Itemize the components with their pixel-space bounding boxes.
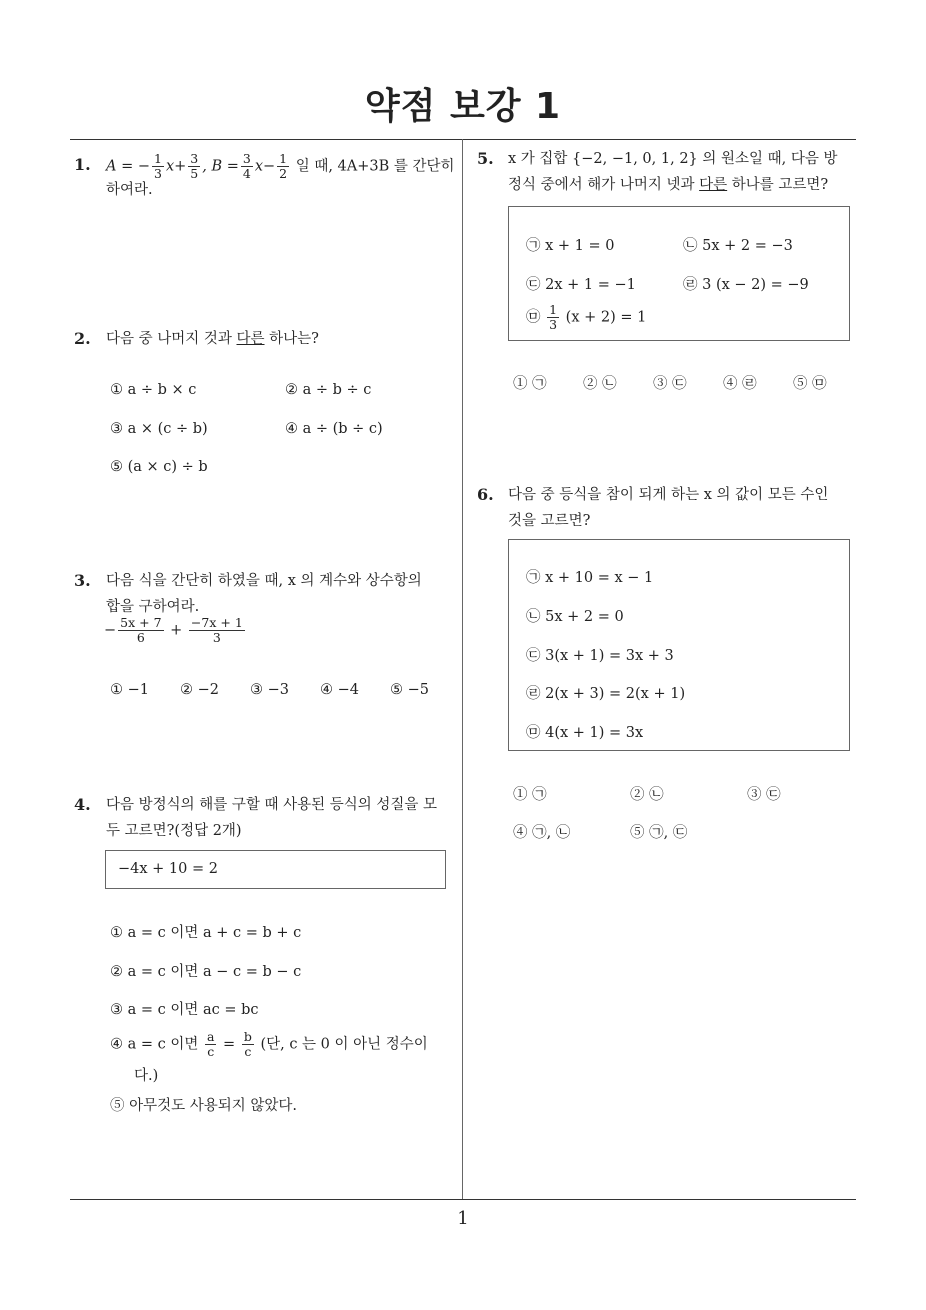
question-text: [106, 152, 466, 203]
question-line: 두 고르면?(정답 2개): [106, 823, 242, 839]
question-line: 합을 구하여라.: [106, 599, 200, 615]
question-text: [508, 146, 868, 198]
equation-b: ㉡ 5x + 2 = −3: [683, 238, 793, 254]
option-4[interactable]: ④ −4: [320, 682, 359, 698]
fraction: $\frac{b}{c}$: [243, 1029, 252, 1059]
option-2[interactable]: ② −2: [180, 682, 219, 698]
option-5[interactable]: ⑤ ㉠, ㉢: [630, 825, 688, 841]
fraction: $\frac{1}{3}$: [154, 151, 162, 181]
question-text: [508, 482, 868, 534]
option-3[interactable]: ③ a × (c ÷ b): [110, 421, 208, 437]
equation-e: ㉤ 4(x + 1) = 3x: [526, 725, 644, 741]
fraction: $\frac{1}{2}$: [279, 151, 288, 181]
option-3[interactable]: ③ −3: [250, 682, 289, 698]
equation-d: ㉣ 2(x + 3) = 2(x + 1): [526, 686, 686, 702]
option-1[interactable]: ① a = c 이면 a + c = b + c: [110, 925, 302, 941]
equation-a: ㉠ x + 10 = x − 1: [526, 570, 654, 586]
question-number: 3.: [74, 571, 91, 590]
equation-c: ㉢ 3(x + 1) = 3x + 3: [526, 648, 674, 664]
option-4[interactable]: ④ a = c 이면 $\frac{a}{c}$ = $\frac{b}{c}$ (단, c 는 0 이 아닌 정수이: [110, 1029, 428, 1059]
expr-b-label: , B =: [202, 158, 239, 175]
fraction: $\frac{5x + 7}{6}$: [120, 615, 162, 645]
question-line: 다음 식을 간단히 하였을 때, x 의 계수와 상수항의: [106, 573, 422, 589]
option-5[interactable]: ⑤ −5: [390, 682, 429, 698]
question-text: 다음 중 나머지 것과 다른 하나는?: [106, 331, 319, 347]
equation-d: ㉣ 3 (x − 2) = −9: [683, 277, 809, 293]
option-2[interactable]: ② a ÷ b ÷ c: [285, 382, 372, 398]
equation-list-box: [508, 539, 850, 751]
expression: − $\frac{5x + 7}{6}$ + $\frac{-7x + 1}{3}$: [104, 615, 243, 645]
equation-c: ㉢ 2x + 1 = −1: [526, 277, 636, 293]
question-line: 다음 방정식의 해를 구할 때 사용된 등식의 성질을 모: [106, 797, 438, 813]
expr-a-label: A = −: [106, 158, 150, 175]
question-number: 4.: [74, 795, 91, 814]
option-2[interactable]: ② ㉡: [630, 787, 664, 803]
top-rule: [70, 139, 856, 140]
option-3[interactable]: ③ a = c 이면 ac = bc: [110, 1002, 259, 1018]
question-number: 6.: [477, 485, 494, 504]
question-text: [106, 792, 456, 844]
option-5[interactable]: ⑤ (a × c) ÷ b: [110, 459, 208, 475]
fraction: $\frac{-7x + 1}{3}$: [190, 615, 243, 645]
option-3[interactable]: ③ ㉢: [653, 376, 687, 392]
equation-e: ㉤ $\frac{1}{3}$ (x + 2) = 1: [526, 302, 647, 332]
equation-a: ㉠ x + 1 = 0: [526, 238, 615, 254]
option-2[interactable]: ② ㉡: [583, 376, 617, 392]
equation-list-box: [508, 206, 850, 341]
question-line: 것을 고르면?: [508, 513, 591, 529]
expr-b-var: x−: [254, 158, 276, 175]
fraction: $\frac{3}{4}$: [242, 151, 251, 181]
option-4[interactable]: ④ a ÷ (b ÷ c): [285, 421, 383, 437]
question-line: 정식 중에서 해가 나머지 넷과 다른 하나를 고르면?: [508, 177, 829, 193]
option-5[interactable]: ⑤ ㉤: [793, 376, 827, 392]
expr-a-var: x+: [165, 158, 187, 175]
column-divider: [462, 139, 463, 1200]
fraction: $\frac{a}{c}$: [206, 1029, 215, 1059]
question-number: 5.: [477, 149, 494, 168]
bottom-rule: [70, 1199, 856, 1200]
option-3[interactable]: ③ ㉢: [747, 787, 781, 803]
option-1[interactable]: ① −1: [110, 682, 149, 698]
equation-box: [105, 850, 446, 889]
question-line: 다음 중 등식을 참이 되게 하는 x 의 값이 모든 수인: [508, 487, 829, 503]
option-4-continued: 다.): [134, 1068, 159, 1084]
equation: −4x + 10 = 2: [118, 861, 218, 877]
option-4[interactable]: ④ ㉣: [723, 376, 757, 392]
fraction: $\frac{3}{5}$: [190, 151, 199, 181]
question-text: [106, 568, 456, 620]
option-1[interactable]: ① ㉠: [513, 376, 547, 392]
option-5[interactable]: ⑤ 아무것도 사용되지 않았다.: [110, 1098, 298, 1114]
question-tail: 일 때, 4A+3B 를 간단히: [291, 158, 455, 175]
question-line: 하여라.: [106, 182, 153, 198]
page-title: 약점 보강 1: [364, 86, 562, 127]
option-4[interactable]: ④ ㉠, ㉡: [513, 825, 571, 841]
equation-b: ㉡ 5x + 2 = 0: [526, 609, 624, 625]
fraction: $\frac{1}{3}$: [549, 302, 558, 332]
option-1[interactable]: ① a ÷ b × c: [110, 382, 197, 398]
question-line: x 가 집합 {−2, −1, 0, 1, 2} 의 원소일 때, 다음 방: [508, 151, 838, 167]
question-number: 1.: [74, 155, 91, 174]
underlined-word: 다른: [699, 177, 728, 193]
underlined-word: 다른: [236, 331, 265, 347]
page-number: 1: [457, 1208, 469, 1229]
option-2[interactable]: ② a = c 이면 a − c = b − c: [110, 964, 302, 980]
question-number: 2.: [74, 329, 91, 348]
option-1[interactable]: ① ㉠: [513, 787, 547, 803]
